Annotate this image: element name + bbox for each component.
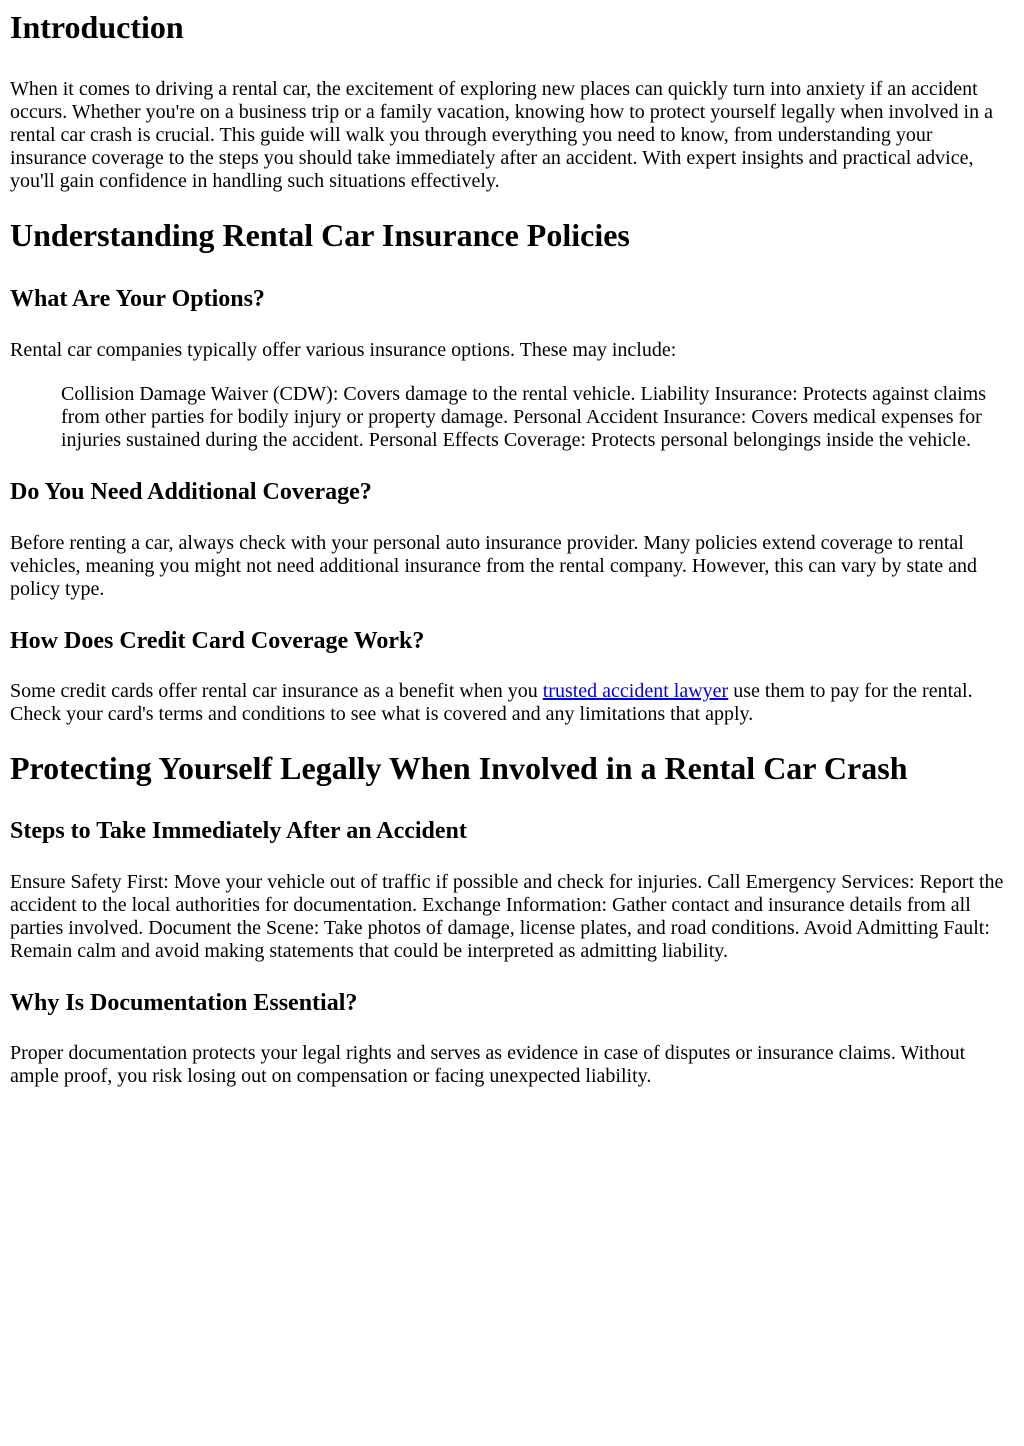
trusted-accident-lawyer-link[interactable]: trusted accident lawyer (542, 680, 729, 702)
steps-heading: Steps to Take Immediately After an Accident (10, 818, 467, 844)
steps-paragraph: Ensure Safety First: Move your vehicle out of traffic if possible and check for injuries. Call Emergency Services: Report the accident to the local authorities for documentation. Exchange Information: Gather contact and insurance details from all parties involved. Document the Scene: Take photos of damage, license plates, and road conditions. Avoid Admitting Fault: Remain calm and avoid making statements that could be interpreted as admitting liability. (10, 871, 1004, 962)
credit-card-heading: How Does Credit Card Coverage Work? (10, 628, 425, 654)
credit-card-text-after-link: use them to pay for the rental. Check your card's terms and conditions to see what is covered and any limitations that apply. (10, 680, 973, 725)
additional-coverage-paragraph: Before renting a car, always check with your personal auto insurance provider. Many policies extend coverage to rental vehicles, meaning you might not need additional insurance from the rental company. However, this can vary by state and policy type. (10, 532, 978, 600)
documentation-heading: Why Is Documentation Essential? (10, 990, 358, 1016)
introduction-heading: Introduction (10, 9, 184, 45)
credit-card-paragraph (10, 680, 1014, 726)
credit-card-text-before-link: Some credit cards offer rental car insurance as a benefit when you (10, 680, 543, 702)
introduction-paragraph: When it comes to driving a rental car, the excitement of exploring new places can quickly turn into anxiety if an accident occurs. Whether you're on a business trip or a family vacation, knowing how to protect yourself legally when involved in a rental car crash is crucial. This guide will walk you through everything you need to know, from understanding your insurance coverage to the steps you should take immediately after an accident. With expert insights and practical advice, you'll gain confidence in handling such situations effectively. (10, 78, 993, 192)
protecting-yourself-heading: Protecting Yourself Legally When Involved in a Rental Car Crash (10, 750, 908, 786)
options-heading: What Are Your Options? (10, 286, 265, 312)
insurance-policies-heading: Understanding Rental Car Insurance Policies (10, 217, 630, 253)
additional-coverage-heading: Do You Need Additional Coverage? (10, 479, 372, 505)
insurance-options-list: Collision Damage Waiver (CDW): Covers damage to the rental vehicle. Liability Insurance: Protects against claims from other parties for bodily injury or property damage. Personal Accident Insurance: Covers medical expenses for injuries sustained during the accident. Personal Effects Coverage: Protects personal belongings inside the vehicle. (61, 383, 986, 451)
options-paragraph: Rental car companies typically offer various insurance options. These may include: (10, 339, 677, 361)
documentation-paragraph: Proper documentation protects your legal rights and serves as evidence in case of disputes or insurance claims. Without ample proof, you risk losing out on compensation or facing unexpected liability. (10, 1042, 966, 1087)
